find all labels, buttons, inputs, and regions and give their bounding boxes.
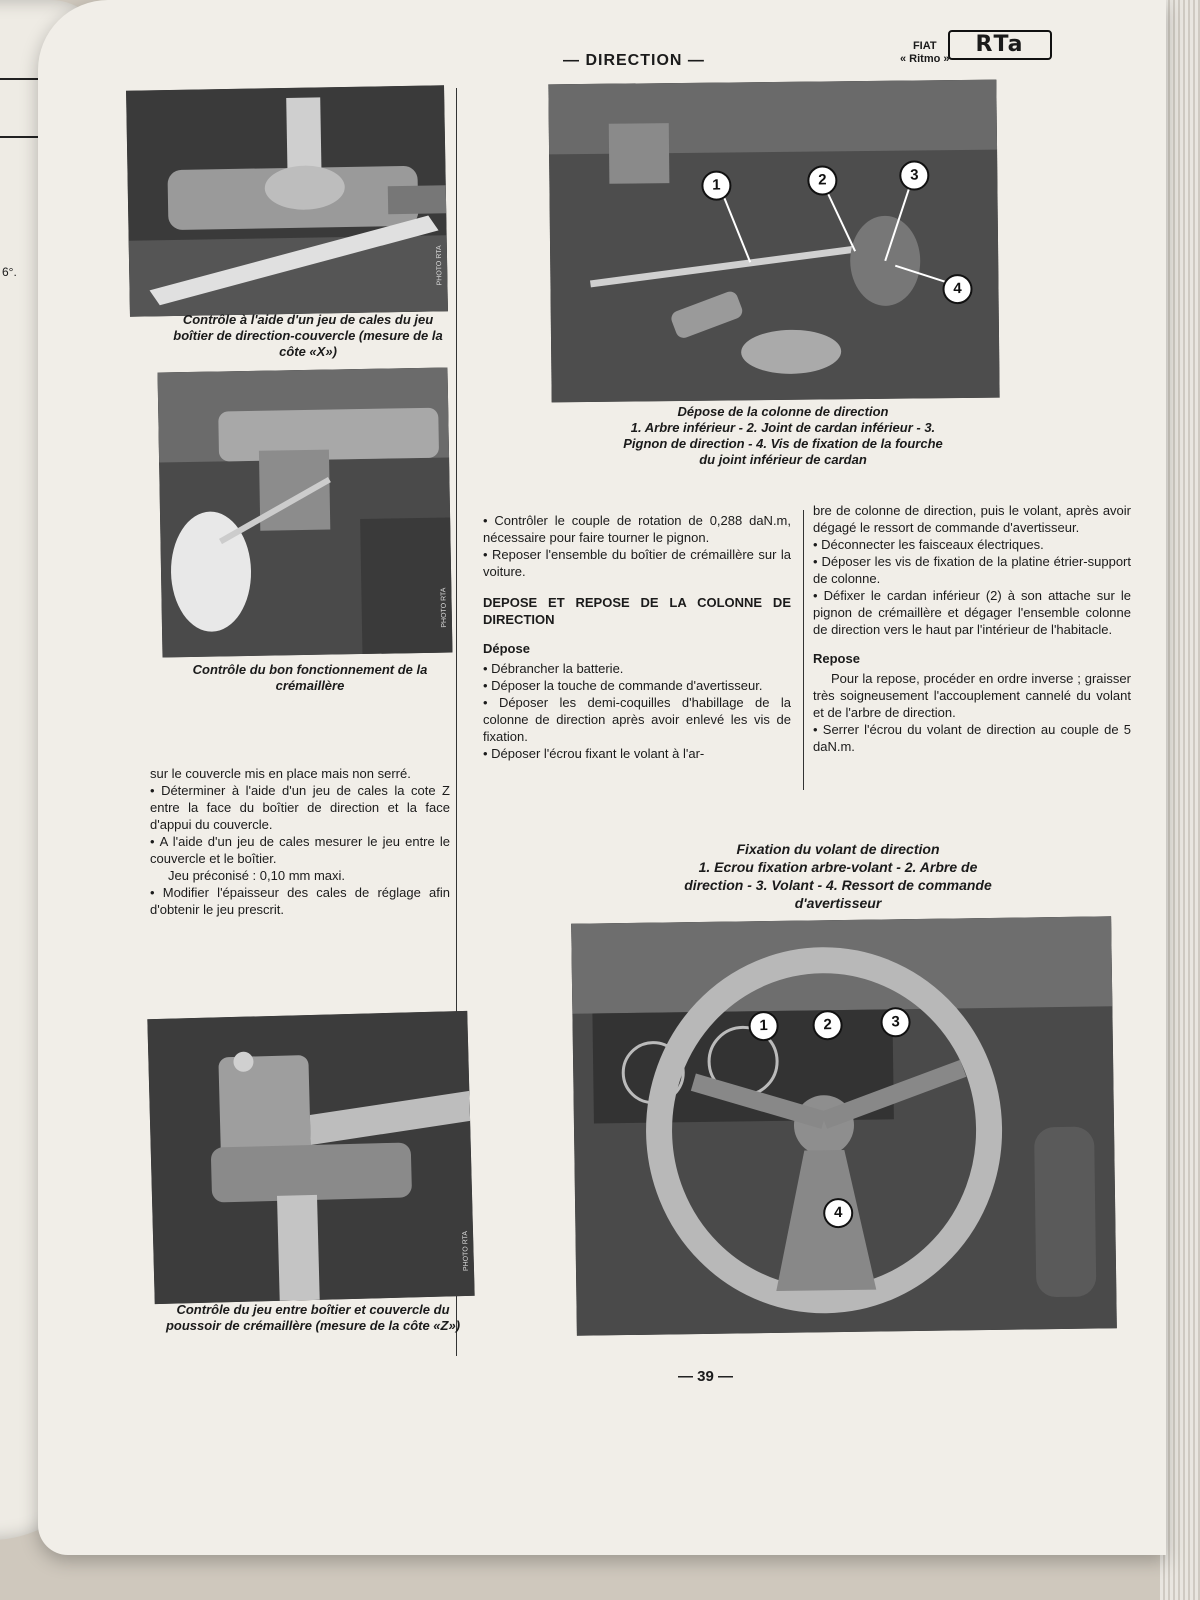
bullet-item: • Déconnecter les faisceaux électriques. (813, 536, 1131, 553)
text-column-right (813, 502, 1131, 755)
caption-fig4-legend: 1. Arbre inférieur - 2. Joint de cardan inférieur - 3. Pignon de direction - 4. Vis de fixation de la fourche du joint inférieur de cardan (623, 420, 943, 467)
paragraph: Pour la repose, procéder en ordre inverse ; graisser très soigneusement l'accouplement cannelé du volant et de l'arbre de direction. (813, 671, 1131, 720)
column-removal-illustration (548, 80, 999, 403)
section-heading: DEPOSE ET REPOSE DE LA COLONNE DE DIRECTION (483, 595, 791, 627)
brand-name: FIAT (912, 40, 937, 52)
steering-box-illustration (126, 85, 448, 317)
caption-fig4 (618, 404, 948, 468)
bullet-item: • Défixer le cardan inférieur (2) à son attache sur le pignon de crémaillère et dégager l'ensemble colonne de direction vers le haut par l'intérieur de l'habitacle. (813, 587, 1131, 638)
bullet-item: • Modifier l'épaisseur des cales de réglage afin d'obtenir le jeu prescrit. (150, 884, 450, 918)
callout-2: 2 (812, 1010, 842, 1040)
caption-fig3: Contrôle du jeu entre boîtier et couvercle du poussoir de crémaillère (mesure de la côte «Z») (165, 1302, 461, 1333)
model-name: « Ritmo » (900, 53, 950, 65)
photo-steering-box-shims (126, 85, 448, 317)
section-title: — DIRECTION — (563, 52, 705, 69)
bullet-item: • Contrôler le couple de rotation de 0,288 daN.m, nécessaire pour faire tourner le pignon. (483, 512, 791, 546)
photo-rack-check (158, 367, 453, 657)
caption-fig2: Contrôle du bon fonctionnement de la crémaillère (192, 662, 428, 693)
callout-3: 3 (899, 160, 929, 190)
bullet-item: • Déposer l'écrou fixant le volant à l'ar- (483, 745, 791, 762)
caption-fig1: Contrôle à l'aide d'un jeu de cales du jeu boîtier de direction-couvercle (mesure de la côte «X») (173, 312, 443, 359)
bullet-item: • Débrancher la batterie. (483, 660, 791, 677)
caption-fig5-title: Fixation du volant de direction (736, 841, 940, 857)
bullet-item: • Reposer l'ensemble du boîtier de crémaillère sur la voiture. (483, 546, 791, 580)
caption-fig5 (668, 840, 1008, 912)
rack-vice-illustration (158, 367, 453, 657)
paragraph: bre de colonne de direction, puis le volant, après avoir dégagé le ressort de commande d'avertisseur. (813, 503, 1131, 535)
callout-1: 1 (701, 170, 731, 200)
bullet-item: • Déposer les demi-coquilles d'habillage de la colonne de direction après avoir enlevé les vis de fixation. (483, 694, 791, 745)
rta-logo: RTa (948, 30, 1052, 60)
photo-credit: PHOTO RTA (461, 1230, 471, 1272)
callout-1: 1 (748, 1011, 778, 1041)
paragraph: sur le couvercle mis en place mais non serré. (150, 766, 411, 781)
pusher-cover-illustration (147, 1011, 474, 1304)
page-number: — 39 — (678, 1368, 734, 1385)
bullet-item: • Serrer l'écrou du volant de direction au couple de 5 daN.m. (813, 721, 1131, 755)
photo-column-removal (548, 80, 999, 403)
callout-4: 4 (823, 1198, 853, 1228)
subheading-depose: Dépose (483, 641, 530, 656)
bullet-item: • A l'aide d'un jeu de cales mesurer le jeu entre le couvercle et le boîtier. (150, 833, 450, 867)
brand-block (900, 40, 950, 66)
manual-page (38, 0, 1166, 1555)
column-rule-mid (803, 510, 804, 790)
steering-wheel-illustration (571, 916, 1117, 1335)
bullet-item: • Déposer la touche de commande d'avertisseur. (483, 677, 791, 694)
text-column-middle (483, 512, 791, 762)
text-column-left (150, 765, 450, 918)
bullet-item: • Déterminer à l'aide d'un jeu de cales la cote Z entre la face du boîtier de direction et la face d'appui du couvercle. (150, 782, 450, 833)
paragraph: Jeu préconisé : 0,10 mm maxi. (168, 868, 346, 883)
caption-fig5-legend: 1. Ecrou fixation arbre-volant - 2. Arbre de direction - 3. Volant - 4. Ressort de commande d'avertisseur (684, 859, 992, 911)
callout-3: 3 (880, 1007, 910, 1037)
bullet-item: • Déposer les vis de fixation de la platine étrier-support de colonne. (813, 553, 1131, 587)
callout-2: 2 (807, 165, 837, 195)
previous-page-fragment: 6°. (2, 265, 17, 279)
page-stack-edge (1160, 0, 1200, 1600)
callout-4: 4 (942, 274, 972, 304)
caption-fig4-title: Dépose de la colonne de direction (677, 404, 889, 419)
subheading-repose: Repose (813, 651, 860, 666)
photo-credit: PHOTO RTA (435, 245, 444, 286)
photo-pusher-cover (147, 1011, 474, 1304)
photo-steering-wheel (571, 916, 1117, 1335)
photo-credit: PHOTO RTA (440, 587, 449, 628)
